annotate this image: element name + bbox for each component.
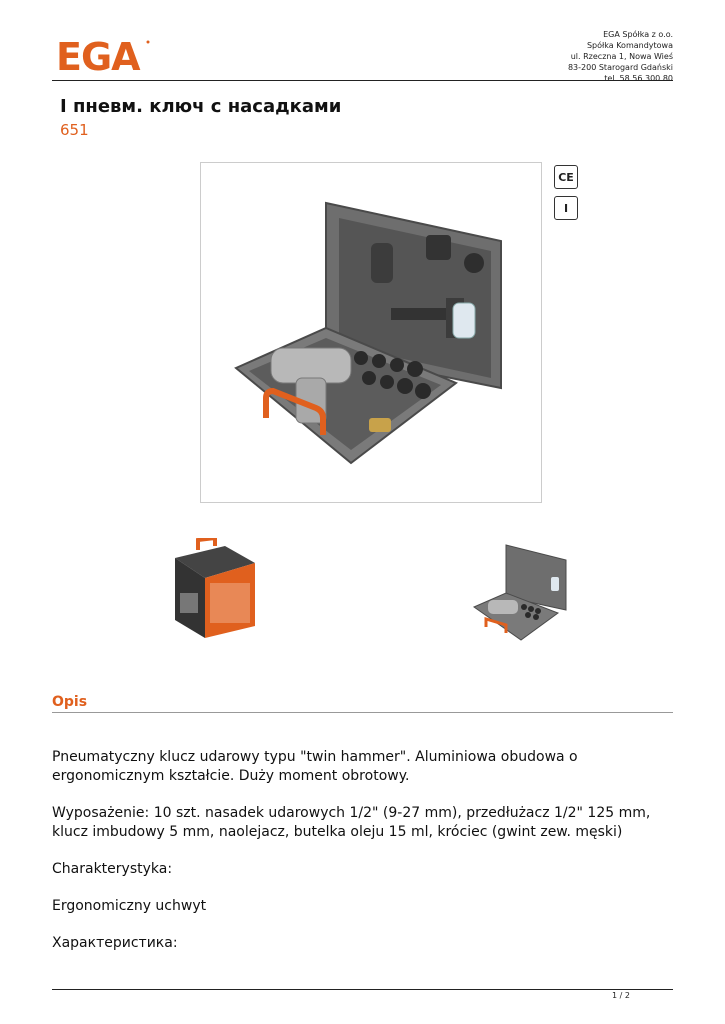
header-divider: [52, 80, 673, 81]
company-name: EGA Spółka z o.o.: [603, 30, 673, 39]
description-paragraph: Pneumatyczny klucz udarowy typu "twin hammer". Aluminiowa obudowa o ergonomicznym kształcie. Duży moment obrotowy.: [52, 749, 578, 784]
section-title-opis: Opis: [52, 694, 88, 710]
product-main-image[interactable]: [200, 162, 542, 503]
footer-divider: [52, 989, 673, 990]
page-number: 1 / 2: [612, 991, 630, 1000]
info-icon: I: [554, 196, 578, 220]
svg-text:EGA: EGA: [56, 38, 140, 74]
characteristics-heading-ru: Характеристика:: [52, 935, 178, 951]
product-description: [52, 748, 672, 971]
product-title: I пневм. ключ с насадками: [60, 96, 342, 117]
company-phone: tel. 58 56 300 80: [604, 74, 673, 83]
thumbnail-open-case[interactable]: [466, 535, 576, 645]
section-divider: [52, 712, 673, 713]
equipment-paragraph: Wyposażenie: 10 szt. nasadek udarowych 1/2" (9-27 mm), przedłużacz 1/2" 125 mm, klucz imbudowy 5 mm, naolejacz, butelka oleju 15 ml, króciec (gwint zew. męski): [52, 805, 651, 840]
company-info: [568, 29, 673, 84]
company-street: ul. Rzeczna 1, Nowa Wieś: [570, 52, 673, 61]
ega-logo: [56, 38, 152, 74]
characteristics-item: Ergonomiczny uchwyt: [52, 898, 207, 914]
company-city: 83-200 Starogard Gdański: [567, 63, 673, 72]
ce-mark-icon: CE: [554, 165, 578, 189]
open-case-image: [466, 535, 576, 645]
tool-case-illustration: [201, 163, 541, 502]
characteristics-heading-pl: Charakterystyka:: [52, 861, 173, 877]
thumbnail-box-packaging[interactable]: [170, 538, 260, 642]
company-type: Spółka Komandytowa: [586, 41, 673, 50]
product-code: 651: [60, 121, 89, 139]
box-packaging-image: [170, 538, 260, 642]
